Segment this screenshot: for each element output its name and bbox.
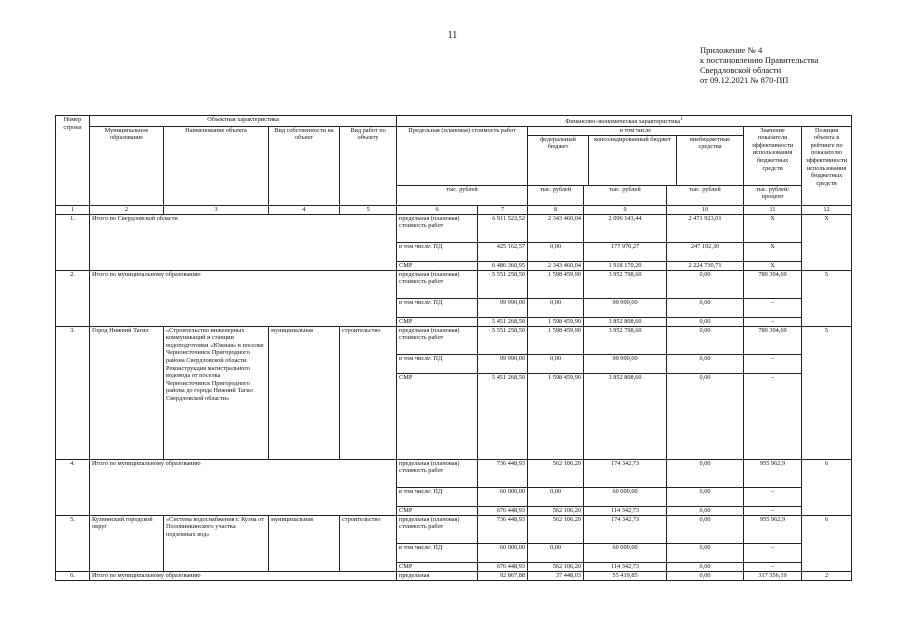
column-number: 3 bbox=[164, 205, 269, 214]
cell-consolidated: 3 852 808,60 bbox=[584, 317, 667, 326]
cell-consolidated: 3 952 798,60 bbox=[584, 326, 667, 354]
header-including-label: в том числе bbox=[528, 127, 743, 136]
cell-rating: 6 bbox=[802, 515, 852, 571]
row-work-type: строительство bbox=[340, 326, 397, 459]
cell-extrabudgetary: 0,00 bbox=[667, 373, 744, 459]
table-row bbox=[56, 515, 852, 543]
row-sublabel: предельная (плановая) стоимость работ bbox=[397, 214, 478, 242]
cell-efficiency: Х bbox=[744, 214, 802, 242]
row-sublabel: предельная bbox=[397, 571, 478, 580]
column-number: 10 bbox=[667, 205, 744, 214]
header-unit-efficiency: тыс. рублей/ процент bbox=[744, 185, 802, 205]
cell-federal: 562 106,20 bbox=[528, 506, 584, 515]
cell-extrabudgetary: 0,00 bbox=[667, 326, 744, 354]
cell-efficiency: – bbox=[744, 487, 802, 506]
cell-efficiency: 780 394,69 bbox=[744, 270, 802, 298]
cell-consolidated: 3 852 808,60 bbox=[584, 373, 667, 459]
table-row bbox=[56, 571, 852, 580]
header-municipality: Муниципальное образование bbox=[90, 126, 164, 205]
cell-efficiency: 955 962,9 bbox=[744, 459, 802, 487]
header-row-1 bbox=[56, 116, 852, 127]
cell-federal: 0,00 bbox=[528, 298, 584, 317]
cell-federal: 0,00 bbox=[528, 354, 584, 373]
row-object-name: «Система водоснабжения г. Кузна от Половинкинского участка подземных вод» bbox=[164, 515, 269, 571]
cell-extrabudgetary: 0,00 bbox=[667, 459, 744, 487]
cell-federal: 1 598 459,90 bbox=[528, 317, 584, 326]
cell-total: 5 551 258,50 bbox=[478, 270, 528, 298]
cell-rating: Х bbox=[802, 214, 852, 270]
cell-efficiency: – bbox=[744, 373, 802, 459]
column-number: 1 bbox=[56, 205, 90, 214]
cell-extrabudgetary: 2 224 730,71 bbox=[667, 261, 744, 270]
row-number: 5. bbox=[56, 515, 90, 571]
header-including bbox=[528, 126, 744, 185]
row-municipality: Кузнинский городской округ bbox=[90, 515, 164, 571]
cell-total: 5 451 268,50 bbox=[478, 317, 528, 326]
appendix-line-4: от 09.12.2021 № 870-ПП bbox=[700, 75, 789, 85]
table-row bbox=[56, 459, 852, 487]
row-sublabel: в том числе: ПД bbox=[397, 543, 478, 562]
row-number: 2. bbox=[56, 270, 90, 326]
cell-federal: 562 106,20 bbox=[528, 459, 584, 487]
cell-total: 425 162,57 bbox=[478, 242, 528, 261]
row-number: 3. bbox=[56, 326, 90, 459]
cell-federal: 562 106,20 bbox=[528, 562, 584, 571]
row-ownership: муниципальная bbox=[269, 326, 340, 459]
cell-consolidated: 174 342,73 bbox=[584, 459, 667, 487]
header-unit-federal: тыс. рублей bbox=[528, 185, 584, 205]
cell-total: 60 000,00 bbox=[478, 543, 528, 562]
cell-efficiency: Х bbox=[744, 261, 802, 270]
header-unit-extrabudgetary: тыс. рублей bbox=[667, 185, 744, 205]
cell-federal: 2 343 460,04 bbox=[528, 214, 584, 242]
cell-total: 5 551 258,50 bbox=[478, 326, 528, 354]
cell-total: 676 448,93 bbox=[478, 506, 528, 515]
row-sublabel: предельная (плановая) стоимость работ bbox=[397, 270, 478, 298]
cell-consolidated: 114 342,73 bbox=[584, 562, 667, 571]
cell-efficiency: – bbox=[744, 317, 802, 326]
cell-efficiency: – bbox=[744, 354, 802, 373]
row-title: Итого по муниципальному образованию bbox=[90, 270, 397, 326]
cell-rating: 5 bbox=[802, 326, 852, 459]
cell-total: 99 990,00 bbox=[478, 354, 528, 373]
row-municipality: Город Нижний Тагил bbox=[90, 326, 164, 459]
cell-extrabudgetary: 0,00 bbox=[667, 543, 744, 562]
page-number: 11 bbox=[447, 30, 458, 41]
column-number: 5 bbox=[340, 205, 397, 214]
cell-efficiency: – bbox=[744, 562, 802, 571]
cell-extrabudgetary: 0,00 bbox=[667, 571, 744, 580]
row-number: 1. bbox=[56, 214, 90, 270]
cell-consolidated: 177 970,27 bbox=[584, 242, 667, 261]
cell-federal: 0,00 bbox=[528, 242, 584, 261]
financial-footnote-mark: 1 bbox=[680, 116, 683, 122]
cell-consolidated: 2 096 143,44 bbox=[584, 214, 667, 242]
cell-total: 60 000,00 bbox=[478, 487, 528, 506]
row-object-name: «Строительство инженерных коммуникаций и станции водоподготовки «Южная» в поселке Черноисточинск Пригородного района Свердловской области. Реконструкция магистрального водовода от поселка Черноисточинск Пригородного района до города Нижний Тагил Свердловской области» bbox=[164, 326, 269, 459]
table-row bbox=[56, 326, 852, 354]
column-number: 8 bbox=[528, 205, 584, 214]
header-consolidated: консолидированный бюджет bbox=[589, 136, 677, 185]
cell-consolidated: 114 342,73 bbox=[584, 506, 667, 515]
column-number: 4 bbox=[269, 205, 340, 214]
cell-extrabudgetary: 0,00 bbox=[667, 562, 744, 571]
header-object-characteristics: Объектная характеристика bbox=[90, 116, 397, 127]
cell-efficiency: – bbox=[744, 298, 802, 317]
header-ownership: Вид собственности на объект bbox=[269, 126, 340, 205]
row-ownership: муниципальная bbox=[269, 515, 340, 571]
header-unit-limit: тыс. рублей bbox=[397, 185, 528, 205]
header-federal: федеральный бюджет bbox=[528, 136, 589, 185]
cell-total: 92 867,88 bbox=[478, 571, 528, 580]
cell-total: 676 448,93 bbox=[478, 562, 528, 571]
column-number: 2 bbox=[90, 205, 164, 214]
cell-consolidated: 99 990,00 bbox=[584, 354, 667, 373]
row-sublabel: СМР bbox=[397, 373, 478, 459]
row-number: 6. bbox=[56, 571, 90, 580]
cell-extrabudgetary: 0,00 bbox=[667, 515, 744, 543]
cell-efficiency: Х bbox=[744, 242, 802, 261]
cell-consolidated: 99 990,00 bbox=[584, 298, 667, 317]
cell-federal: 562 106,20 bbox=[528, 515, 584, 543]
row-title: Итого по муниципальному образованию bbox=[90, 571, 397, 580]
cell-efficiency: – bbox=[744, 506, 802, 515]
row-sublabel: СМР bbox=[397, 562, 478, 571]
cell-extrabudgetary: 247 192,30 bbox=[667, 242, 744, 261]
appendix-line-2: к постановлению Правительства bbox=[700, 55, 819, 65]
header-financial-characteristics bbox=[397, 116, 852, 127]
column-number: 7 bbox=[478, 205, 528, 214]
cell-extrabudgetary: 0,00 bbox=[667, 270, 744, 298]
cell-federal: 0,00 bbox=[528, 487, 584, 506]
row-sublabel: в том числе: ПД bbox=[397, 242, 478, 261]
appendix-line-1: Приложение № 4 bbox=[700, 45, 763, 55]
cell-extrabudgetary: 0,00 bbox=[667, 354, 744, 373]
cell-total: 6 486 360,95 bbox=[478, 261, 528, 270]
cell-extrabudgetary: 0,00 bbox=[667, 298, 744, 317]
header-rating: Позиция объекта в рейтинге по показателю эффективности использования бюджетных средств bbox=[802, 126, 852, 205]
row-sublabel: в том числе: ПД bbox=[397, 487, 478, 506]
column-number-row bbox=[56, 205, 852, 214]
cell-total: 736 448,93 bbox=[478, 459, 528, 487]
financial-table bbox=[55, 115, 852, 581]
column-number: 6 bbox=[397, 205, 478, 214]
table-row bbox=[56, 214, 852, 242]
cell-efficiency: – bbox=[744, 543, 802, 562]
header-extrabudgetary: внебюджетные средства bbox=[689, 135, 731, 151]
table-row bbox=[56, 270, 852, 298]
appendix-block bbox=[700, 45, 818, 85]
cell-federal: 0,00 bbox=[528, 543, 584, 562]
row-sublabel: в том числе: ПД bbox=[397, 354, 478, 373]
cell-total: 736 448,93 bbox=[478, 515, 528, 543]
row-sublabel: предельная (плановая) стоимость работ bbox=[397, 459, 478, 487]
header-row-number: Номер строки bbox=[56, 116, 90, 206]
row-title: Итого по Свердловской области bbox=[90, 214, 397, 270]
row-sublabel: СМР bbox=[397, 317, 478, 326]
cell-extrabudgetary: 2 471 923,01 bbox=[667, 214, 744, 242]
header-work-type: Вид работ по объекту bbox=[340, 126, 397, 205]
row-sublabel: СМР bbox=[397, 261, 478, 270]
appendix-line-3: Свердловской области bbox=[700, 65, 782, 75]
cell-federal: 1 598 459,90 bbox=[528, 270, 584, 298]
cell-consolidated: 174 342,73 bbox=[584, 515, 667, 543]
cell-consolidated: 55 419,85 bbox=[584, 571, 667, 580]
cell-total: 5 451 268,50 bbox=[478, 373, 528, 459]
row-title: Итого по муниципальному образованию bbox=[90, 459, 397, 515]
row-sublabel: в том числе: ПД bbox=[397, 298, 478, 317]
cell-efficiency: 955 962,9 bbox=[744, 515, 802, 543]
cell-extrabudgetary: 0,00 bbox=[667, 506, 744, 515]
cell-extrabudgetary: 0,00 bbox=[667, 317, 744, 326]
cell-consolidated: 1 918 170,20 bbox=[584, 261, 667, 270]
column-number: 11 bbox=[744, 205, 802, 214]
cell-federal: 1 598 459,90 bbox=[528, 326, 584, 354]
cell-total: 99 990,00 bbox=[478, 298, 528, 317]
row-sublabel: предельная (плановая) стоимость работ bbox=[397, 515, 478, 543]
row-number: 4. bbox=[56, 459, 90, 515]
financial-title: Финансово-экономическая характеристика bbox=[565, 118, 681, 126]
cell-efficiency: 780 394,69 bbox=[744, 326, 802, 354]
cell-consolidated: 60 000,00 bbox=[584, 487, 667, 506]
cell-federal: 37 448,03 bbox=[528, 571, 584, 580]
header-object-name: Наименование объекта bbox=[164, 126, 269, 205]
cell-total: 6 911 523,52 bbox=[478, 214, 528, 242]
header-unit-consolidated: тыс. рублей bbox=[584, 185, 667, 205]
row-sublabel: предельная (плановая) стоимость работ bbox=[397, 326, 478, 354]
row-work-type: строительство bbox=[340, 515, 397, 571]
column-number: 9 bbox=[584, 205, 667, 214]
cell-federal: 1 598 459,90 bbox=[528, 373, 584, 459]
header-row-2 bbox=[56, 126, 852, 185]
header-efficiency: Значение показателя эффективности использования бюджетных средств bbox=[744, 126, 802, 185]
cell-efficiency: 317 356,19 bbox=[744, 571, 802, 580]
cell-federal: 2 343 460,04 bbox=[528, 261, 584, 270]
cell-rating: 5 bbox=[802, 270, 852, 326]
cell-rating: 6 bbox=[802, 459, 852, 515]
row-sublabel: СМР bbox=[397, 506, 478, 515]
cell-consolidated: 60 000,00 bbox=[584, 543, 667, 562]
cell-extrabudgetary: 0,00 bbox=[667, 487, 744, 506]
column-number: 12 bbox=[802, 205, 852, 214]
header-budgets bbox=[528, 136, 743, 185]
header-limit-cost: Предельная (плановая) стоимость работ bbox=[397, 126, 528, 185]
cell-consolidated: 3 952 798,60 bbox=[584, 270, 667, 298]
cell-rating: 2 bbox=[802, 571, 852, 580]
